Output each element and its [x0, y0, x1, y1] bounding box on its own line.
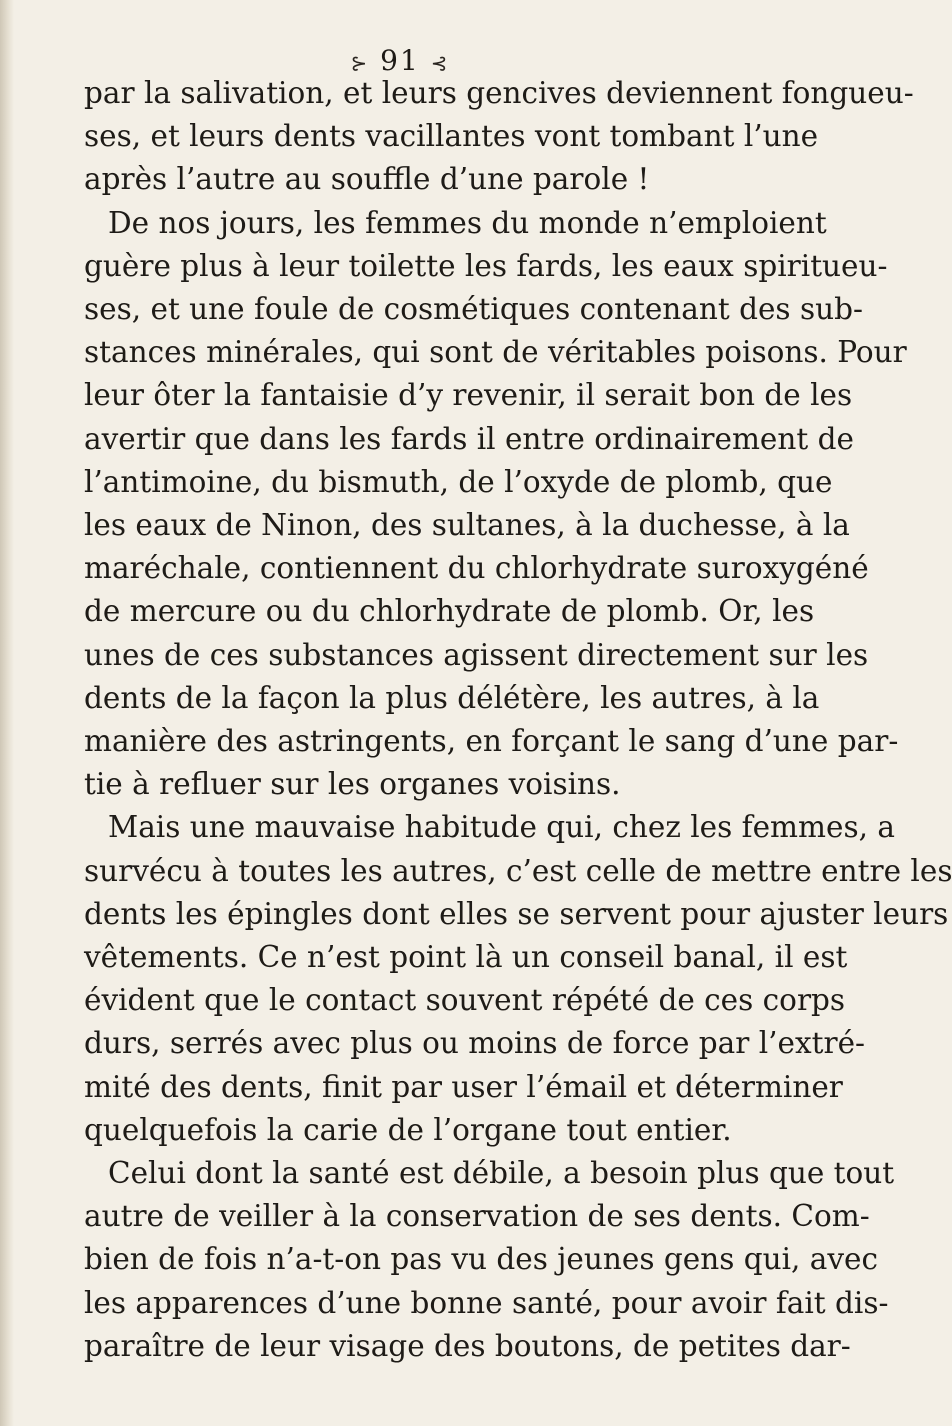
text-line: autre de veiller à la conservation de ses dents. Com-: [84, 1199, 870, 1234]
text-line: ses, et une foule de cosmétiques contenant des sub-: [84, 292, 863, 327]
text-line: survécu à toutes les autres, c’est celle de mettre entre les: [84, 853, 952, 888]
text-line: paraître de leur visage des boutons, de petites dar-: [84, 1328, 851, 1363]
body-text: [84, 72, 952, 1368]
text-line: tie à refluer sur les organes voisins.: [84, 767, 621, 802]
page-number: 91: [380, 44, 420, 77]
text-line: après l’autre au souffle d’une parole !: [84, 162, 650, 197]
text-line: stances minérales, qui sont de véritables poisons. Pour: [84, 335, 907, 370]
text-line: maréchale, contiennent du chlorhydrate suroxygéné: [84, 551, 869, 586]
text-line: l’antimoine, du bismuth, de l’oxyde de plomb, que: [84, 464, 833, 499]
text-line: vêtements. Ce n’est point là un conseil banal, il est: [84, 940, 848, 975]
text-line: leur ôter la fantaisie d’y revenir, il serait bon de les: [84, 378, 853, 413]
text-line: dents de la façon la plus délétère, les autres, à la: [84, 680, 820, 715]
text-line: ses, et leurs dents vacillantes vont tombant l’une: [84, 119, 819, 154]
text-line: les eaux de Ninon, des sultanes, à la duchesse, à la: [84, 508, 850, 543]
ornament-right: ⊰: [430, 51, 450, 75]
text-line: Mais une mauvaise habitude qui, chez les femmes, a: [108, 810, 895, 845]
text-line: Celui dont la santé est débile, a besoin plus que tout: [108, 1156, 895, 1191]
text-line: guère plus à leur toilette les fards, les eaux spiritueu-: [84, 248, 888, 283]
text-line: quelquefois la carie de l’organe tout entier.: [84, 1112, 732, 1147]
text-line: dents les épingles dont elles se servent pour ajuster leurs: [84, 896, 949, 931]
text-line: les apparences d’une bonne santé, pour avoir fait dis-: [84, 1285, 889, 1320]
text-line: évident que le contact souvent répété de ces corps: [84, 983, 846, 1018]
ornament-left: ⊱: [350, 51, 370, 75]
text-line: durs, serrés avec plus ou moins de force par l’extré-: [84, 1026, 866, 1061]
text-line: par la salivation, et leurs gencives deviennent fongueu-: [84, 76, 914, 110]
page-binding-edge: [0, 0, 14, 1426]
text-line: de mercure ou du chlorhydrate de plomb. Or, les: [84, 594, 815, 629]
text-line: De nos jours, les femmes du monde n’emploient: [108, 205, 827, 240]
text-line: manière des astringents, en forçant le sang d’une par-: [84, 724, 899, 759]
text-line: mité des dents, finit par user l’émail et déterminer: [84, 1069, 843, 1104]
text-line: bien de fois n’a-t-on pas vu des jeunes gens qui, avec: [84, 1242, 879, 1277]
text-line: avertir que dans les fards il entre ordinairement de: [84, 421, 854, 456]
text-line: unes de ces substances agissent directement sur les: [84, 637, 869, 672]
